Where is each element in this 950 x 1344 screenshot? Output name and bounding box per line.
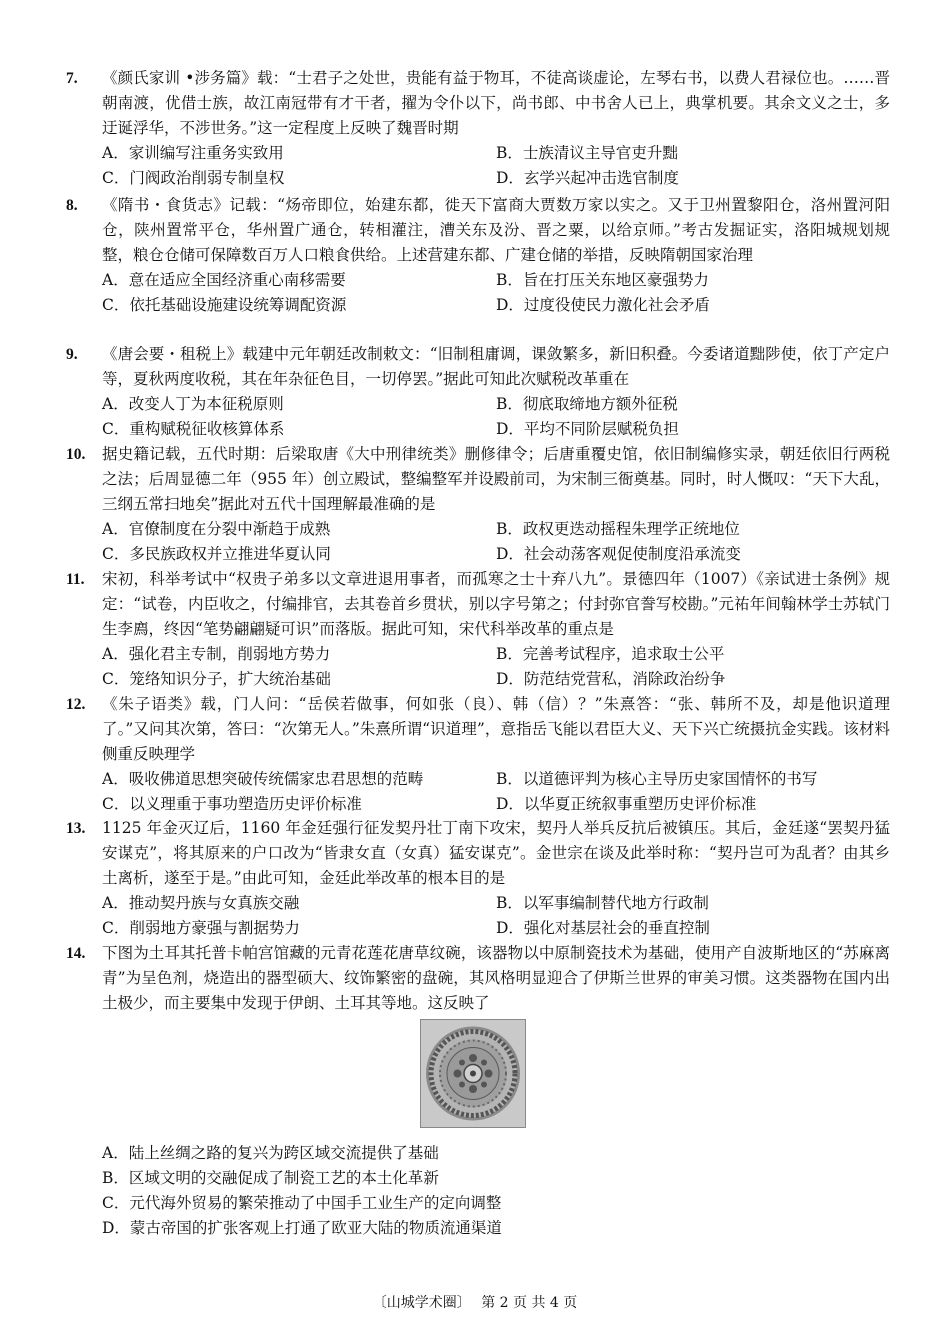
option-c[interactable]: C．门阀政治削弱专制皇权 [102, 169, 285, 187]
options [102, 517, 890, 567]
option-c[interactable]: C．重构赋税征收核算体系 [102, 420, 285, 438]
options [102, 392, 890, 442]
question-stem: 下图为土耳其托普卡帕宫馆藏的元青花莲花唐草纹碗，该器物以中原制瓷技术为基础，使用产自波斯地区的“苏麻离青”为呈色剂，烧造出的器型硕大、纹饰繁密的盘碗，其风格明显迎合了伊斯兰世界的审美习惯。这类器物在国内出土极少，而主要集中发现于伊朗、土耳其等地。这反映了 [102, 944, 890, 1012]
option-b[interactable]: B．以道德评判为核心主导历史家国情怀的书写 [496, 770, 818, 788]
option-d[interactable]: D．防范结党营私，消除政治纷争 [496, 670, 726, 688]
option-d[interactable]: D．玄学兴起冲击选官制度 [496, 169, 679, 187]
option-a[interactable]: A．陆上丝绸之路的复兴为跨区域交流提供了基础 [102, 1144, 439, 1162]
question-stem: 1125 年金灭辽后，1160 年金廷强行征发契丹壮丁南下攻宋，契丹人举兵反抗后被镇压。其后，金廷遂“罢契丹猛安谋克”，将其原来的户口改为“皆隶女直（女真）猛安谋克”。金世宗在谈及此举时称：“契丹岂可为乱者？由其乡土离析，遂至于是。”由此可知，金廷此举改革的根本目的是 [102, 819, 890, 887]
footer-source: 〔山城学术圈〕 [372, 1295, 471, 1311]
option-c[interactable]: C．笼络知识分子，扩大统治基础 [102, 670, 331, 688]
question-stem: 《隋书・食货志》记载：“炀帝即位，始建东都，徙天下富商大贾数万家以实之。又于卫州置黎阳仓，洛州置河阳仓，陕州置常平仓，华州置广通仓，转相灌注，漕关东及汾、晋之粟，以给京师。”考古发掘证实，洛阳城规划规整，粮仓仓储可保障数百万人口粮食供给。上述营建东都、广建仓储的举措，反映隋朝国家治理 [102, 196, 890, 264]
option-d[interactable]: D．平均不同阶层赋税负担 [496, 420, 679, 438]
options [102, 642, 890, 692]
question-stem: 宋初，科举考试中“权贵子弟多以文章进退用事者，而孤寒之士十弃八九”。景德四年（1007）《亲试进士条例》规定：“试卷，内臣收之，付编排官，去其卷首乡贯状，别以字号第之；付封弥官誊写校勘。”元祐年间翰林学士苏轼门生李廌，终因“笔势翩翩疑可识”而落版。据此可知，宋代科举改革的重点是 [102, 570, 890, 638]
options [102, 141, 890, 191]
option-c[interactable]: C．元代海外贸易的繁荣推动了中国手工业生产的定向调整 [102, 1194, 502, 1212]
option-a[interactable]: A．意在适应全国经济重心南移需要 [102, 271, 346, 289]
question-number: 10. [66, 446, 86, 463]
option-d[interactable]: D．以华夏正统叙事重塑历史评价标准 [496, 795, 757, 813]
option-b[interactable]: B．旨在打压关东地区豪强势力 [496, 271, 709, 289]
option-c[interactable]: C．以义理重于事功塑造历史评价标准 [102, 795, 362, 813]
option-d[interactable]: D．蒙古帝国的扩张客观上打通了欧亚大陆的物质流通渠道 [102, 1219, 502, 1237]
option-d[interactable]: D．社会动荡客观促使制度沿承流变 [496, 545, 741, 563]
option-b[interactable]: B．士族清议主导官吏升黜 [496, 144, 678, 162]
question-stem: 《颜氏家训 •涉务篇》载：“士君子之处世，贵能有益于物耳，不徒高谈虚论，左琴右书，以费人君禄位也。……晋朝南渡，优借士族，故江南冠带有才干者，擢为令仆以下，尚书郎、中书舍人已上，典掌机要。其余文义之士，多迂诞浮华，不涉世务。”这一定程度上反映了魏晋时期 [102, 69, 890, 137]
option-a[interactable]: A．推动契丹族与女真族交融 [102, 894, 300, 912]
question-10 [66, 442, 890, 567]
options [102, 767, 890, 817]
question-number: 9. [66, 346, 78, 363]
option-b[interactable]: B．区域文明的交融促成了制瓷工艺的本土化革新 [102, 1169, 439, 1187]
question-9 [66, 342, 890, 442]
option-a[interactable]: A．官僚制度在分裂中渐趋于成熟 [102, 520, 331, 538]
page-footer [0, 1293, 950, 1313]
options [102, 268, 890, 318]
question-number: 14. [66, 945, 86, 962]
options [102, 891, 890, 941]
porcelain-bowl-icon [421, 1020, 525, 1127]
option-a[interactable]: A．强化君主专制，削弱地方势力 [102, 645, 331, 663]
option-d[interactable]: D．强化对基层社会的垂直控制 [496, 919, 710, 937]
question-number: 12. [66, 696, 86, 713]
question-12 [66, 692, 890, 817]
option-b[interactable]: B．以军事编制替代地方行政制 [496, 894, 709, 912]
question-stem: 《唐会要・租税上》载建中元年朝廷改制敕文：“旧制租庸调，课敛繁多，新旧积叠。今委诸道黜陟使，依丁产定户等，夏秋两度收税，其在年杂征色目，一切停罢。”据此可知此次赋税改革重在 [102, 345, 890, 388]
question-11 [66, 567, 890, 692]
question-stem: 据史籍记载，五代时期：后梁取唐《大中刑律统类》删修律令；后唐重覆史馆，依旧制编修实录，朝廷依旧行两税之法；后周显德二年（955 年）创立殿试，整编整军并设殿前司，为宋制三衙奠基。同时，时人慨叹：“天下大乱，三纲五常扫地矣”据此对五代十国理解最准确的是 [102, 445, 890, 513]
option-b[interactable]: B．完善考试程序，追求取士公平 [496, 645, 725, 663]
option-c[interactable]: C．多民族政权并立推进华夏认同 [102, 545, 331, 563]
question-number: 8. [66, 197, 78, 214]
question-stem: 《朱子语类》载，门人问：“岳侯若做事，何如张（良）、韩（信）？”朱熹答：“张、韩所不及，却是他识道理了。”又问其次第，答曰：“次第无人。”朱熹所谓“识道理”，意指岳飞能以君臣大义、天下兴亡统摄抗金实践。该材料侧重反映理学 [102, 695, 890, 763]
option-a[interactable]: A．家训编写注重务实致用 [102, 144, 284, 162]
footer-page-number: 第 2 页 共 4 页 [481, 1295, 578, 1311]
porcelain-bowl-image [420, 1019, 526, 1128]
question-number: 7. [66, 70, 78, 87]
question-8 [66, 193, 890, 318]
option-b[interactable]: B．政权更迭动摇程朱理学正统地位 [496, 520, 740, 538]
option-d[interactable]: D．过度役使民力激化社会矛盾 [496, 296, 710, 314]
option-c[interactable]: C．依托基础设施建设统筹调配资源 [102, 296, 347, 314]
question-7 [66, 66, 890, 191]
options [102, 1141, 890, 1241]
option-a[interactable]: A．吸收佛道思想突破传统儒家忠君思想的范畴 [102, 770, 424, 788]
question-14 [66, 941, 890, 1016]
option-c[interactable]: C．削弱地方豪强与割据势力 [102, 919, 300, 937]
question-13 [66, 816, 890, 941]
option-a[interactable]: A．改变人丁为本征税原则 [102, 395, 284, 413]
question-14-options [66, 1141, 890, 1241]
question-number: 11. [66, 571, 85, 588]
option-b[interactable]: B．彻底取缔地方额外征税 [496, 395, 678, 413]
question-number: 13. [66, 820, 86, 837]
